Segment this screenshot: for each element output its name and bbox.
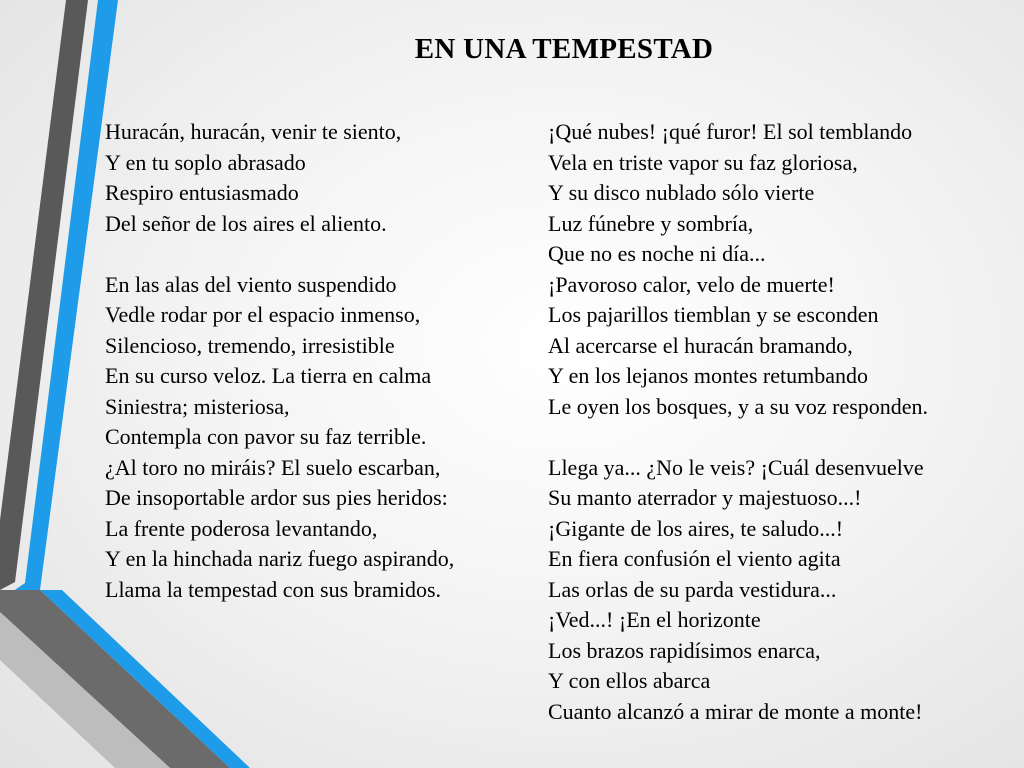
stanza-left-1: [105, 117, 525, 239]
verse-line: La frente poderosa levantando,: [105, 515, 378, 541]
verse-line: Y en los lejanos montes retumbando: [548, 363, 868, 388]
verse-line: Que no es noche ni día...: [548, 241, 766, 266]
stanza-spacer: [105, 239, 525, 270]
verse-line: Silencioso, tremendo, irresistible: [105, 332, 395, 358]
verse-line: ¡Qué nubes! ¡qué furor! El sol temblando: [548, 119, 913, 144]
verse-line: En su curso veloz. La tierra en calma: [105, 363, 432, 388]
verse-line: Contempla con pavor su faz terrible.: [105, 424, 427, 449]
verse-line: ¿Al toro no miráis? El suelo escarban,: [105, 454, 441, 480]
verse-line: Huracán, huracán, venir te siento,: [105, 119, 402, 144]
verse-line: ¡Gigante de los aires, te saludo...!: [548, 515, 844, 541]
verse-line: Y en la hinchada nariz fuego aspirando,: [105, 546, 455, 571]
stanza-right-2: [548, 453, 1008, 728]
verse-line: Cuanto alcanzó a mirar de monte a monte!: [548, 698, 923, 724]
verse-line: En fiera confusión el viento agita: [548, 546, 841, 571]
verse-line: Al acercarse el huracán bramando,: [548, 332, 853, 358]
verse-line: Vela en triste vapor su faz gloriosa,: [548, 149, 858, 175]
stanza-spacer: [548, 422, 1008, 453]
verse-line: Su manto aterrador y majestuoso...!: [548, 485, 862, 510]
poem-right-column: [548, 117, 1008, 727]
slide-title: EN UNA TEMPESTAD: [414, 33, 714, 65]
stanza-right-1: [548, 117, 1008, 422]
verse-line: Siniestra; misteriosa,: [105, 393, 290, 419]
verse-line: Los brazos rapidísimos enarca,: [548, 637, 821, 663]
verse-line: Llama la tempestad con sus bramidos.: [105, 576, 442, 602]
verse-line: En las alas del viento suspendido: [105, 271, 397, 297]
verse-line: Luz fúnebre y sombría,: [548, 210, 754, 236]
verse-line: Las orlas de su parda vestidura...: [548, 576, 837, 602]
poem-left-column: [105, 117, 525, 605]
verse-line: Y con ellos abarca: [548, 668, 711, 693]
verse-line: Los pajarillos tiemblan y se esconden: [548, 302, 879, 327]
verse-line: De insoportable ardor sus pies heridos:: [105, 485, 448, 510]
verse-line: ¡Pavoroso calor, velo de muerte!: [548, 271, 835, 297]
verse-line: Y su disco nublado sólo vierte: [548, 180, 815, 205]
verse-line: Del señor de los aires el aliento.: [105, 210, 387, 236]
verse-line: Le oyen los bosques, y a su voz responden.: [548, 393, 929, 419]
verse-line: Respiro entusiasmado: [105, 180, 299, 205]
stanza-left-2: [105, 270, 525, 606]
verse-line: Llega ya... ¿No le veis? ¡Cuál desenvuelve: [548, 454, 924, 480]
verse-line: Vedle rodar por el espacio inmenso,: [105, 302, 421, 327]
verse-line: ¡Ved...! ¡En el horizonte: [548, 607, 761, 632]
verse-line: Y en tu soplo abrasado: [105, 149, 306, 175]
